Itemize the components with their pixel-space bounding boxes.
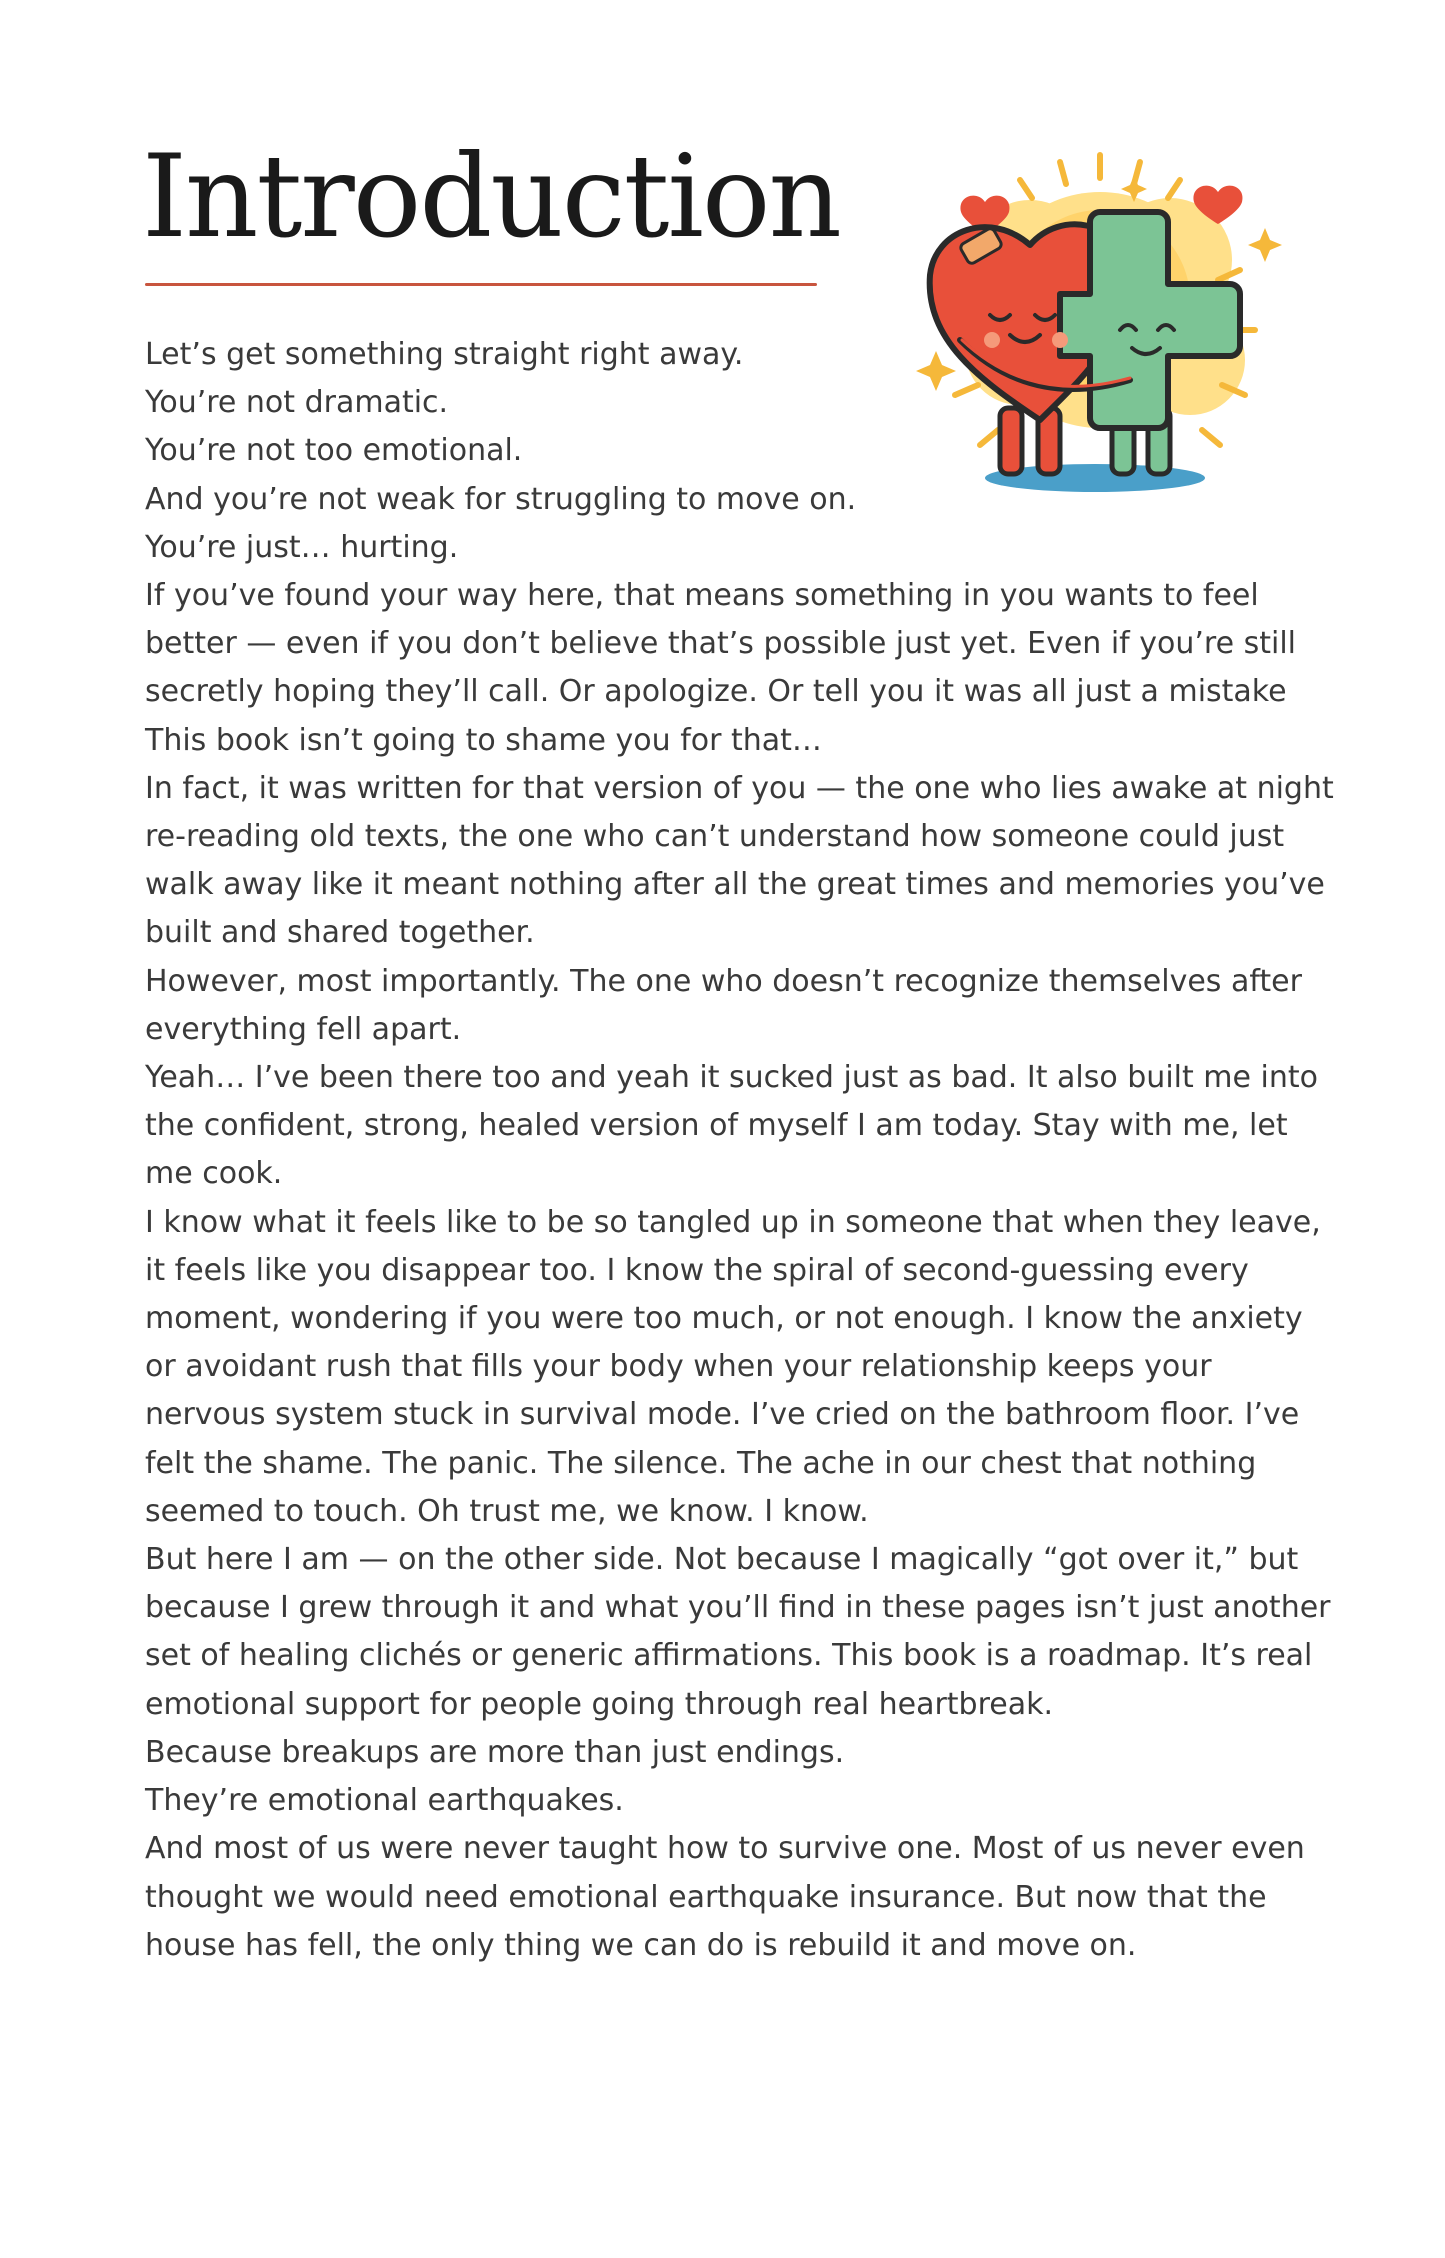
paragraph: You’re not too emotional. — [145, 433, 523, 469]
paragraph: And you’re not weak for struggling to move on. — [145, 481, 857, 517]
paragraph: Because breakups are more than just endings. — [145, 1734, 845, 1770]
paragraph: But here I am — on the other side. Not because I magically “got over it,” but because I grew through it and what you’ll find in these pages isn’t just another set of healing clichés or generic affirmations. This book is a roadmap. It’s real emotional support for people going through real heartbreak. — [145, 1542, 1331, 1722]
paragraph: Yeah… I’ve been there too and yeah it sucked just as bad. It also built me into the confident, strong, healed version of myself I am today. Stay with me, let me cook. — [145, 1060, 1318, 1192]
paragraph: In fact, it was written for that version of you — the one who lies awake at night re-reading old texts, the one who can’t understand how someone could just walk away like it meant nothing after all the great times and memories you’ve built and shared together. — [145, 770, 1334, 951]
paragraph: However, most importantly. The one who doesn’t recognize themselves after everything fell apart. — [145, 963, 1302, 1047]
paragraph: You’re not dramatic. — [145, 385, 449, 421]
paragraph: They’re emotional earthquakes. — [145, 1783, 624, 1819]
paragraph: If you’ve found your way here, that means something in you wants to feel better — even if you don’t believe that’s possible just yet. Even if you’re still secretly hoping they’ll call. Or apologize. Or tell you it was all just a mistake — [145, 578, 1297, 710]
paragraph: You’re just… hurting. — [145, 529, 459, 565]
paragraph: And most of us were never taught how to survive one. Most of us never even thought we would need emotional earthquake insurance. But now that the house has fell, the only thing we can do is rebuild it and move on. — [145, 1831, 1305, 1963]
title-underline — [145, 283, 817, 286]
introduction-body — [145, 331, 1335, 1970]
page-title: Introduction — [142, 130, 840, 263]
paragraph: Let’s get something straight right away. — [145, 337, 744, 372]
paragraph: This book isn’t going to shame you for that… — [145, 722, 822, 758]
paragraph: I know what it feels like to be so tangled up in someone that when they leave, it feels like you disappear too. I know the spiral of second-guessing every moment, wondering if you were too much, or not enough. I know the anxiety or avoidant rush that fills your body when your relationship keeps your nervous system stuck in survival mode. I’ve cried on the bathroom floor. I’ve felt the shame. The panic. The silence. The ache in our chest that nothing seemed to touch. Oh trust me, we know. I know. — [145, 1204, 1321, 1529]
